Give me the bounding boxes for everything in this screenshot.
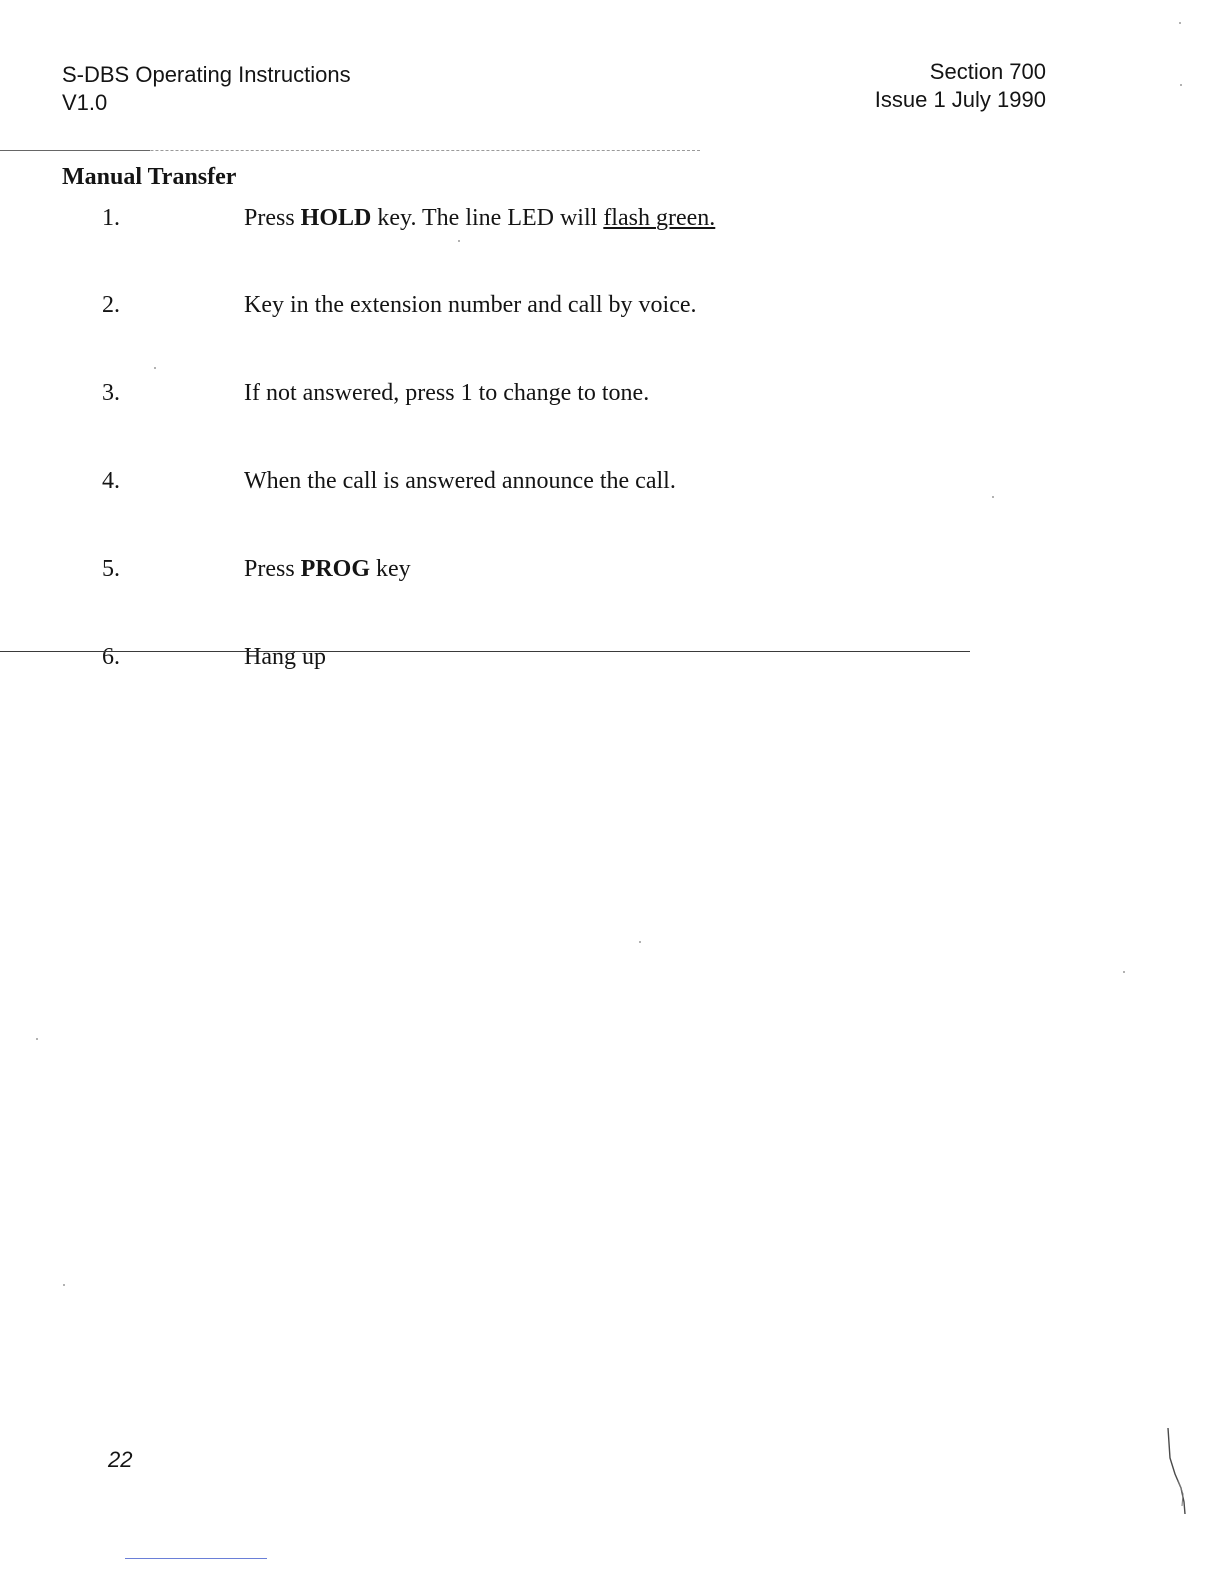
section-title: Manual Transfer — [62, 164, 237, 190]
step-number: 5. — [102, 556, 120, 582]
step-text: If not answered, press 1 to change to tone. — [244, 380, 650, 406]
strike-line — [0, 651, 970, 652]
step-text: Hang up — [244, 644, 326, 670]
step-3 — [0, 377, 1000, 409]
underlined-text: flash green. — [603, 205, 716, 231]
header-right — [875, 58, 1046, 114]
header-divider-solid — [0, 150, 150, 151]
step-text: Key in the extension number and call by voice. — [244, 292, 697, 318]
scan-border-line — [125, 1558, 267, 1559]
document-title: S-DBS Operating Instructions — [62, 62, 351, 87]
document-version: V1.0 — [62, 90, 108, 115]
scan-dot — [154, 367, 156, 369]
scan-dot — [36, 1038, 38, 1040]
scan-dot — [992, 496, 994, 498]
issue-date: Issue 1 July 1990 — [874, 87, 1046, 112]
step-number: 1. — [102, 205, 120, 231]
step-number: 6. — [102, 644, 120, 670]
step-text: Press HOLD key. The line LED will flash green. — [244, 205, 716, 231]
scan-dot — [1180, 84, 1182, 86]
prog-key-label: PROG — [300, 556, 370, 582]
section-label: Section 700 — [929, 59, 1046, 84]
scan-dot — [458, 240, 460, 242]
hold-key-label: HOLD — [300, 205, 372, 231]
step-number: 4. — [102, 468, 120, 494]
step-2 — [0, 289, 1000, 321]
step-6 — [0, 641, 1000, 673]
step-text: When the call is answered announce the call. — [244, 468, 676, 494]
step-text: Press PROG key — [244, 556, 411, 582]
scan-dot — [1123, 971, 1125, 973]
step-4 — [0, 465, 1000, 497]
step-1 — [0, 202, 1000, 234]
page-number: 22 — [108, 1447, 133, 1472]
step-5 — [0, 553, 1000, 585]
scan-dot — [1179, 22, 1181, 24]
step-number: 3. — [102, 380, 120, 406]
step-number: 2. — [102, 292, 120, 318]
scan-dot — [63, 1284, 65, 1286]
scan-artifact-mark — [1166, 1428, 1190, 1514]
header-left — [62, 61, 351, 117]
scan-dot — [639, 941, 641, 943]
